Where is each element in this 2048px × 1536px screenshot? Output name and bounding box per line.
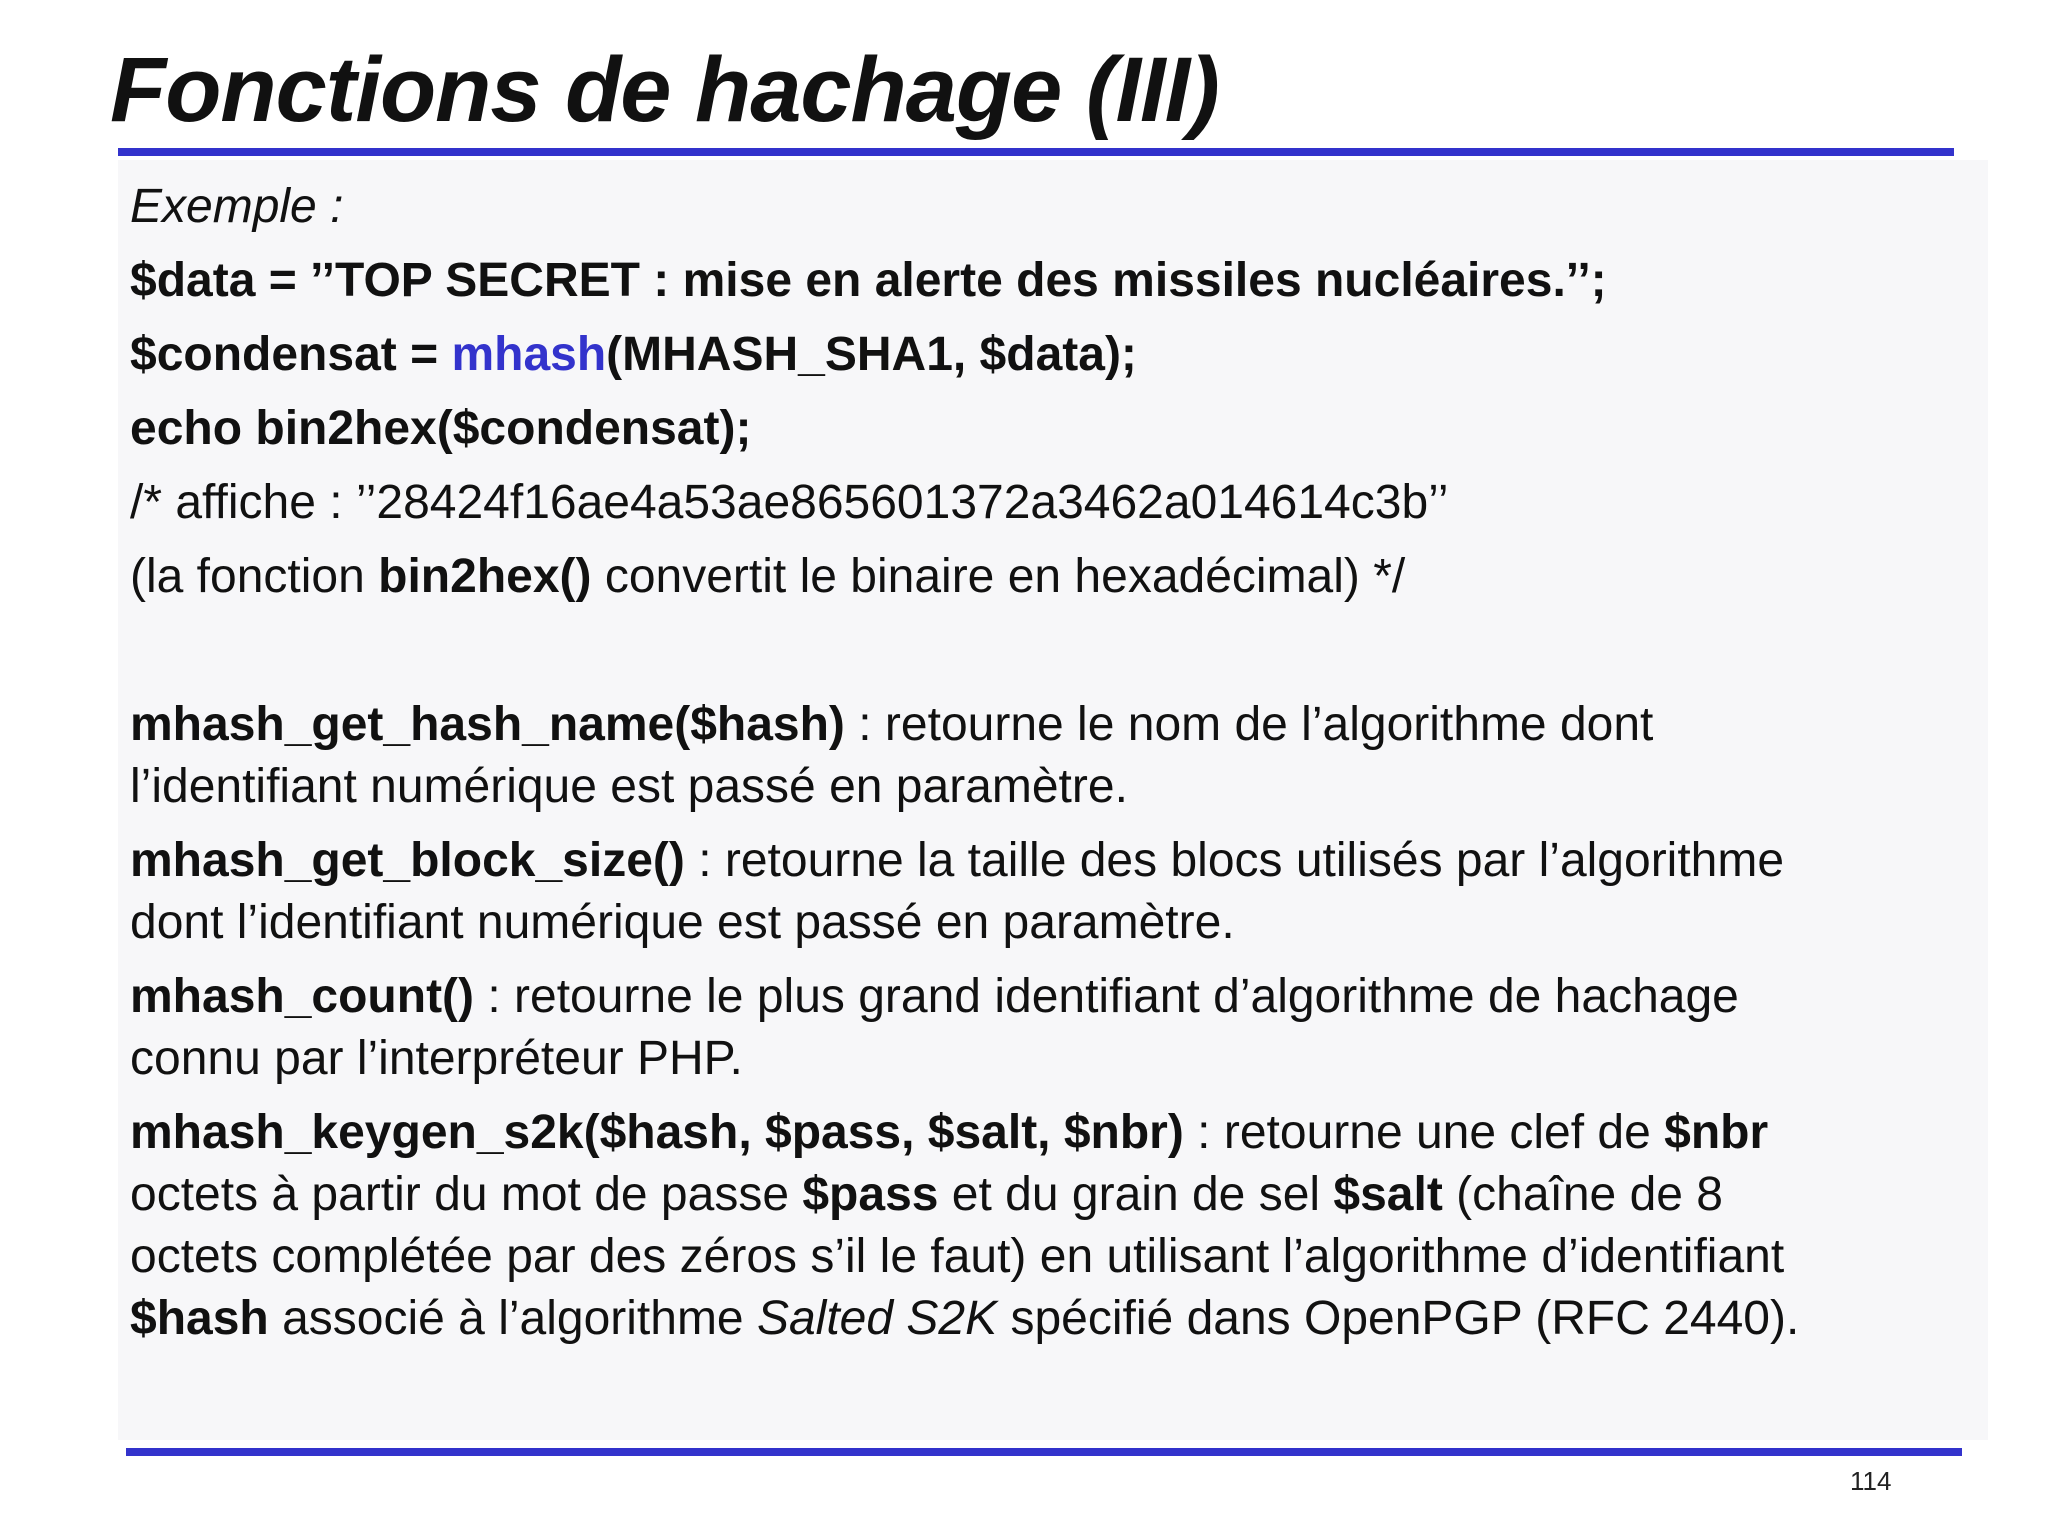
condensat-suffix: (MHASH_SHA1, $data);: [606, 328, 1137, 381]
function-4-line-3: octets complétée par des zéros s’il le faut) en utilisant l’algorithme d’identifiant: [130, 1230, 1785, 1283]
function-2-desc: : retourne la taille des blocs utilisés par l’algorithme: [684, 834, 1785, 887]
function-4-hash: $hash: [130, 1292, 269, 1345]
code-comment-note: [130, 546, 1405, 608]
function-3-name: mhash_count(): [130, 970, 475, 1023]
function-4-l2-a: octets à partir du mot de passe: [130, 1168, 803, 1221]
function-4-desc: : retourne une clef de: [1183, 1106, 1665, 1159]
title-underline: [118, 148, 1954, 156]
function-3-line-2: connu par l’interpréteur PHP.: [130, 1032, 743, 1085]
code-line-echo: echo bin2hex($condensat);: [130, 402, 752, 455]
slide-title: Fonctions de hachage (III): [110, 39, 1219, 141]
function-1-line-1: [130, 694, 1653, 756]
function-3-desc: : retourne le plus grand identifiant d’algorithme de hachage: [474, 970, 1739, 1023]
note-part-c: convertit le binaire en hexadécimal) */: [591, 550, 1406, 603]
note-bin2hex: bin2hex(): [378, 550, 592, 603]
function-1-line-2: l’identifiant numérique est passé en paramètre.: [130, 760, 1128, 813]
code-line-data: $data = ’’TOP SECRET : mise en alerte des missiles nucléaires.’’;: [130, 254, 1607, 307]
function-2-line-2: dont l’identifiant numérique est passé en paramètre.: [130, 896, 1235, 949]
function-1-desc: : retourne le nom de l’algorithme dont: [844, 698, 1654, 751]
code-line-condensat: [130, 324, 1137, 386]
function-4-line-1: [130, 1102, 1768, 1164]
page-number: 114: [1850, 1466, 1892, 1496]
code-comment-output: /* affiche : ’’28424f16ae4a53ae865601372a3462a014614c3b’’: [130, 476, 1449, 529]
function-4-nbr: $nbr: [1664, 1106, 1769, 1159]
function-4-l4-b: spécifié dans OpenPGP (RFC 2440).: [997, 1292, 1800, 1345]
function-4-l4-a: associé à l’algorithme: [268, 1292, 757, 1345]
mhash-function-name: mhash: [451, 328, 607, 381]
function-3-line-1: [130, 966, 1739, 1028]
function-4-line-4: [130, 1288, 1799, 1350]
function-2-name: mhash_get_block_size(): [130, 834, 685, 887]
function-1-name: mhash_get_hash_name($hash): [130, 698, 845, 751]
function-2-line-1: [130, 830, 1784, 892]
function-4-salted-s2k: Salted S2K: [756, 1292, 998, 1345]
footer-rule: [126, 1448, 1962, 1456]
note-part-a: (la fonction: [130, 550, 379, 603]
function-4-pass: $pass: [802, 1168, 939, 1221]
example-label: Exemple :: [130, 180, 344, 233]
function-4-l2-b: et du grain de sel: [938, 1168, 1334, 1221]
function-4-name: mhash_keygen_s2k($hash, $pass, $salt, $nbr): [130, 1106, 1184, 1159]
function-4-l2-c: (chaîne de 8: [1442, 1168, 1723, 1221]
condensat-prefix: $condensat =: [130, 328, 452, 381]
function-4-salt: $salt: [1333, 1168, 1443, 1221]
function-4-line-2: [130, 1164, 1723, 1226]
